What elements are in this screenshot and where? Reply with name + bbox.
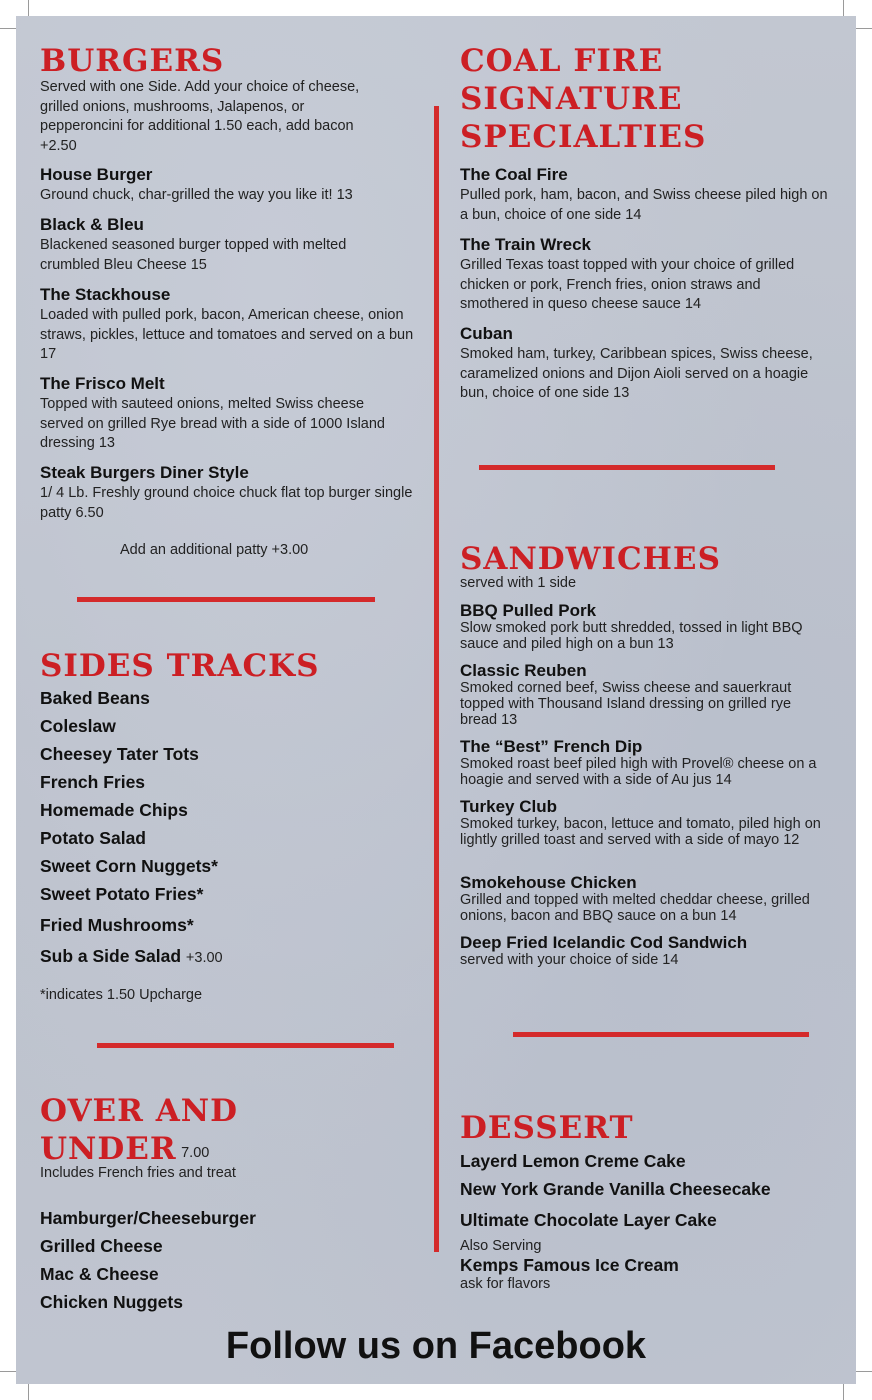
side-item: Potato Salad	[40, 828, 146, 848]
dessert-heading: DESSERT	[460, 1110, 634, 1146]
burgers-note: Add an additional patty +3.00	[120, 542, 309, 558]
side-item: Fried Mushrooms*	[40, 915, 194, 935]
menu-item-desc: Topped with sauteed onions, melted Swiss cheese served on grilled Rye bread with a side of 1000 Island dressing 13	[40, 396, 385, 451]
over-under-price: 7.00	[181, 1145, 210, 1161]
side-item: French Fries	[40, 772, 146, 792]
crop-mark	[843, 1384, 844, 1400]
burgers-heading: BURGERS	[40, 43, 225, 79]
side-salad-price: +3.00	[185, 950, 223, 966]
over-under-heading-row	[40, 1130, 209, 1168]
menu-item-desc: Grilled and topped with melted cheddar cheese, grilled onions, bacon and BBQ sauce on a bun 14	[460, 892, 810, 924]
sandwiches-intro: served with 1 side	[460, 575, 577, 591]
coal-fire-heading-line1: COAL FIRE	[460, 43, 664, 79]
crop-mark	[856, 1371, 872, 1372]
side-salad-item	[40, 945, 223, 969]
menu-item-name: The Frisco Melt	[40, 374, 165, 393]
side-item: Sweet Potato Fries*	[40, 884, 204, 904]
sandwiches-heading: SANDWICHES	[460, 541, 721, 577]
crop-mark	[0, 28, 16, 29]
menu-item-name: Smokehouse Chicken	[460, 873, 637, 892]
kids-item: Hamburger/Cheeseburger	[40, 1208, 256, 1228]
menu-page	[16, 16, 856, 1384]
facebook-callout: Follow us on Facebook	[225, 1325, 647, 1367]
crop-mark	[843, 0, 844, 16]
divider	[97, 1043, 394, 1048]
menu-item-desc: Ground chuck, char-grilled the way you like it! 13	[40, 187, 353, 203]
menu-item-desc: Grilled Texas toast topped with your choice of grilled chicken or pork, French fries, onion straws and smothered in queso cheese sauce 14	[460, 257, 795, 312]
menu-item-name: The “Best” French Dip	[460, 737, 643, 756]
menu-item-name: The Train Wreck	[460, 235, 592, 254]
menu-item-desc: Blackened seasoned burger topped with melted crumbled Bleu Cheese 15	[40, 237, 347, 273]
menu-item-name: BBQ Pulled Pork	[460, 601, 597, 620]
center-divider	[434, 106, 439, 1252]
sides-heading: SIDES TRACKS	[40, 648, 320, 684]
menu-item-name: The Stackhouse	[40, 285, 171, 304]
burgers-intro: Served with one Side. Add your choice of cheese, grilled onions, mushrooms, Jalapenos, or pepperoncini for additional 1.50 each, add bacon +2.50	[40, 79, 360, 154]
menu-item-desc: Pulled pork, ham, bacon, and Swiss cheese piled high on a bun, choice of one side 14	[460, 187, 828, 223]
sides-footnote: *indicates 1.50 Upcharge	[40, 987, 203, 1003]
menu-item-desc: served with your choice of side 14	[460, 952, 679, 968]
menu-item-desc: Smoked roast beef piled high with Provel® cheese on a hoagie and served with a side of Au jus 14	[460, 756, 817, 788]
kids-item: Chicken Nuggets	[40, 1292, 183, 1312]
menu-item-desc: Smoked corned beef, Swiss cheese and sauerkraut topped with Thousand Island dressing on grilled rye bread 13	[460, 680, 792, 728]
menu-item-name: Turkey Club	[460, 797, 557, 816]
menu-item-name: Deep Fried Icelandic Cod Sandwich	[460, 933, 748, 952]
crop-mark	[0, 1371, 16, 1372]
coal-fire-heading-line2: SIGNATURE	[460, 81, 683, 117]
coal-fire-heading-line3: SPECIALTIES	[460, 119, 707, 155]
menu-item-name: Black & Bleu	[40, 215, 144, 234]
menu-item-desc: Loaded with pulled pork, bacon, American cheese, onion straws, pickles, lettuce and tomatoes and served on a bun 17	[40, 307, 414, 362]
over-under-heading-line2: UNDER	[40, 1131, 177, 1167]
ice-cream-note: ask for flavors	[460, 1276, 551, 1292]
menu-item-desc: 1/ 4 Lb. Freshly ground choice chuck flat top burger single patty 6.50	[40, 485, 413, 521]
divider	[513, 1032, 809, 1037]
side-salad-label: Sub a Side Salad	[40, 946, 182, 966]
divider	[479, 465, 775, 470]
dessert-item: New York Grande Vanilla Cheesecake	[460, 1179, 771, 1199]
crop-mark	[856, 28, 872, 29]
side-item: Coleslaw	[40, 716, 116, 736]
dessert-item: Ultimate Chocolate Layer Cake	[460, 1210, 717, 1230]
side-item: Cheesey Tater Tots	[40, 744, 199, 764]
over-under-intro: Includes French fries and treat	[40, 1165, 236, 1181]
ice-cream-item: Kemps Famous Ice Cream	[460, 1255, 679, 1275]
menu-item-name: Cuban	[460, 324, 513, 343]
kids-item: Grilled Cheese	[40, 1236, 163, 1256]
menu-item-name: House Burger	[40, 165, 153, 184]
side-item: Baked Beans	[40, 688, 150, 708]
menu-item-name: Classic Reuben	[460, 661, 587, 680]
over-under-heading: OVER AND	[40, 1093, 238, 1129]
menu-item-desc: Slow smoked pork butt shredded, tossed in light BBQ sauce and piled high on a bun 13	[460, 620, 803, 652]
menu-item-desc: Smoked ham, turkey, Caribbean spices, Swiss cheese, caramelized onions and Dijon Aioli served on a hoagie bun, choice of one side 13	[460, 346, 813, 401]
side-item: Sweet Corn Nuggets*	[40, 856, 218, 876]
crop-mark	[28, 1384, 29, 1400]
menu-item-name: The Coal Fire	[460, 165, 568, 184]
also-serving-label: Also Serving	[460, 1238, 542, 1254]
menu-item-desc: Smoked turkey, bacon, lettuce and tomato, piled high on lightly grilled toast and served with a side of mayo 12	[460, 816, 821, 848]
crop-mark	[28, 0, 29, 16]
kids-item: Mac & Cheese	[40, 1264, 159, 1284]
dessert-item: Layerd Lemon Creme Cake	[460, 1151, 686, 1171]
menu-item-name: Steak Burgers Diner Style	[40, 463, 249, 482]
side-item: Homemade Chips	[40, 800, 188, 820]
divider	[77, 597, 375, 602]
